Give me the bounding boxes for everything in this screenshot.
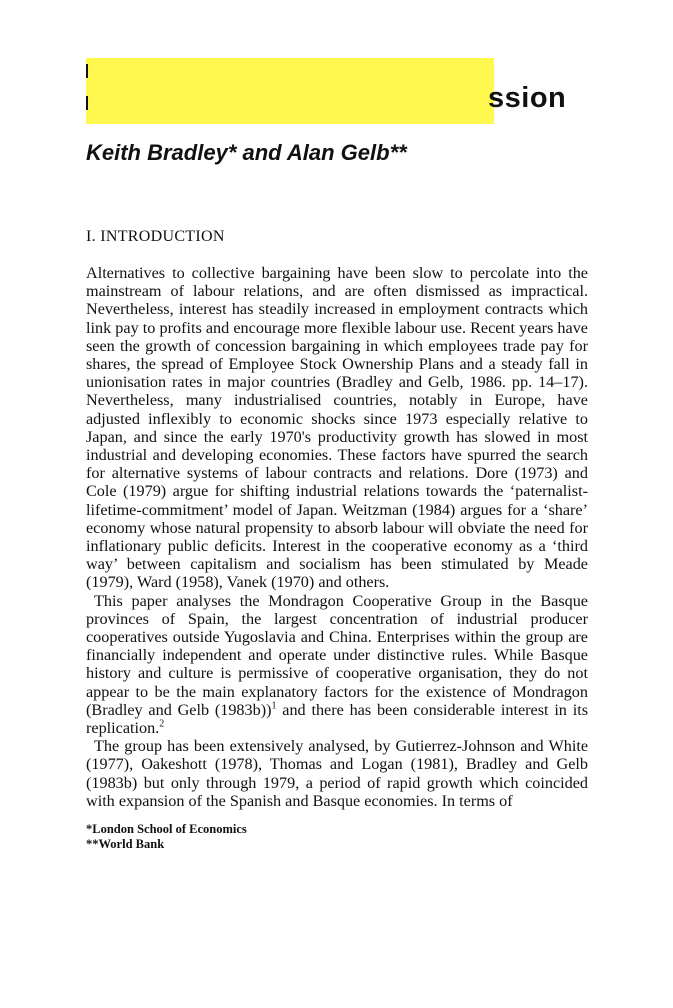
- body-text: [86, 264, 588, 810]
- authors: Keith Bradley* and Alan Gelb**: [86, 140, 407, 165]
- footnote-affiliation: **World Bank: [86, 837, 165, 851]
- paragraph: This paper analyses the Mondragon Cooperative Group in the Basque provinces of Spain, the largest concentration of industrial producer cooperatives outside Yugoslavia and China. Enterprises within the group are financially independent and operate under distinctive rules. While Basque history and culture is permissive of cooperative organisation, they do not appear to be the main explanatory factors for the existence of Mondragon (Bradley and Gelb (1983b))$^1$ and there has been considerable interest in its replication.$^2$: [86, 591, 588, 738]
- footnote-ref: 2: [159, 718, 165, 730]
- footnote-ref: 1: [271, 700, 277, 712]
- title-edge-mark: [86, 96, 88, 110]
- title-edge-mark: [86, 64, 88, 78]
- paragraph: The group has been extensively analysed, by Gutierrez-Johnson and White (1977), Oakeshott (1978), Thomas and Logan (1981), Bradley and Gelb (1983b) but only through 1979, a period of rapid growth which coincided with expansion of the Spanish and Basque economies. In terms of: [86, 737, 588, 810]
- paragraph: Alternatives to collective bargaining have been slow to percolate into the mainstream of labour relations, and are often dismissed as impractical. Nevertheless, interest has steadily increased in employment contracts which link pay to profits and encourage more flexible labour use. Recent years have seen the growth of concession bargaining in which employees trade pay for shares, the spread of Employee Stock Ownership Plans and a steady fall in unionisation rates in major countries (Bradley and Gelb, 1986. pp. 14–17). Nevertheless, many industrialised countries, notably in Europe, have adjusted inflexibly to economic shocks since 1973 especially relative to Japan, and since the early 1970's productivity growth has slowed in most industrial and developing economies. These factors have spurred the search for alternative systems of labour contracts and relations. Dore (1973) and Cole (1979) argue for shifting industrial relations towards the ‘paternalist-lifetime-commitment’ model of Japan. Weitzman (1984) argues for a ‘share’ economy whose natural propensity to absorb labour will obviate the need for inflationary public deficits. Interest in the cooperative economy as a ‘third way’ between capitalism and socialism has been stimulated by Meade (1979), Ward (1958), Vanek (1970) and others.: [86, 264, 588, 592]
- footnotes: [86, 822, 247, 852]
- title-visible-fragment: ssion: [488, 82, 567, 114]
- title-redaction: [86, 58, 494, 124]
- footnote-affiliation: *London School of Economics: [86, 822, 247, 836]
- section-heading: I. INTRODUCTION: [86, 228, 225, 245]
